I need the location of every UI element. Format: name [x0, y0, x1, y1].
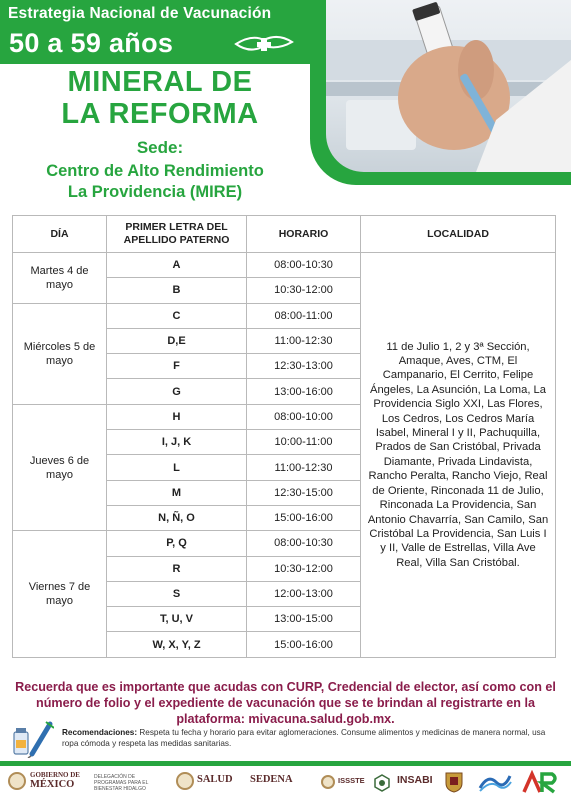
- time-cell: 11:00-12:30: [247, 328, 361, 353]
- imss-logo-icon: [374, 774, 390, 792]
- column-header-locality: LOCALIDAD: [361, 216, 556, 253]
- time-cell: 13:00-16:00: [247, 379, 361, 404]
- time-cell: 10:30-12:00: [247, 278, 361, 303]
- letter-cell: N, Ñ, O: [107, 505, 247, 530]
- gob-line-1: GOBIERNO DE: [30, 771, 80, 779]
- recommendations-box: [8, 718, 563, 758]
- day-cell: Martes 4 de mayo: [13, 253, 107, 304]
- state-wave-logo-icon: [478, 772, 512, 792]
- recommendations-body: Respeta tu fecha y horario para evitar aglomeraciones. Consume alimentos y medicinas de manera normal, usa ropa cómoda y respeta las medidas sanitarias.: [62, 728, 546, 748]
- mineral-reforma-logo-icon: [522, 770, 562, 796]
- time-cell: 08:00-11:00: [247, 303, 361, 328]
- vaccine-photo: [326, 0, 571, 172]
- letter-cell: L: [107, 455, 247, 480]
- letter-cell: B: [107, 278, 247, 303]
- letter-cell: G: [107, 379, 247, 404]
- letter-cell: M: [107, 480, 247, 505]
- time-cell: 15:00-16:00: [247, 505, 361, 530]
- column-header-day: DÍA: [13, 216, 107, 253]
- sede-name-line-1: Centro de Alto Rendimiento: [46, 162, 264, 180]
- header-banner: [0, 0, 335, 64]
- sede-name-line-2: La Providencia (MIRE): [67, 182, 243, 201]
- time-cell: 12:30-13:00: [247, 354, 361, 379]
- recommendations-label: Recomendaciones:: [62, 728, 138, 737]
- schedule-table: [12, 215, 556, 658]
- header-photo: [310, 0, 571, 185]
- letter-cell: I, J, K: [107, 430, 247, 455]
- locality-cell: 11 de Julio 1, 2 y 3ª Sección, Amaque, Aves, CTM, El Campanario, El Cerrito, Felipe Ángeles, La Asunción, La Loma, La Providencia Siglo XXI, Las Flores, Los Cedros, Los Cedros María Isabel, Mineral I y II, Pachuquilla, Prados de San Cristóbal, Privada Diamante, Privada Lindavista, Rancho Peralta, Rancho Viejo, Real de Oriente, Rinconada 11 de Julio, Rinconada La Providencia, San Antonio Chavarría, San Camilo, San Cristóbal La Providencia, San Luis I y II, Valle de Estrellas, Villa Ave Real, Villa San Cristóbal.: [361, 253, 556, 658]
- letter-cell: P, Q: [107, 531, 247, 556]
- age-group-title: 50 a 59 años: [9, 28, 174, 58]
- letter-cell: C: [107, 303, 247, 328]
- column-header-letter-line-1: PRIMER LETRA DEL: [125, 221, 228, 233]
- letter-cell: W, X, Y, Z: [107, 632, 247, 657]
- campaign-title: Estrategia Nacional de Vacunación: [8, 5, 272, 22]
- hidalgo-shield-icon: [444, 771, 464, 793]
- day-cell: Viernes 7 de mayo: [13, 531, 107, 657]
- column-header-schedule: HORARIO: [247, 216, 361, 253]
- sede-name: [0, 161, 310, 202]
- letter-cell: A: [107, 253, 247, 278]
- issste-logo: ISSSTE: [338, 776, 365, 785]
- letter-cell: S: [107, 581, 247, 606]
- salud-seal-icon: [176, 772, 194, 790]
- reminder-text: Recuerda que es importante que acudas con CURP, Credencial de elector, así como con el número de folio y el expediente de vacunación que se te brindan al registrarte en la plataforma: mivacuna.salud.gob.mx.: [15, 680, 556, 726]
- sedena-logo: SEDENA: [250, 774, 293, 785]
- vaccine-vial-icon: [326, 0, 571, 172]
- gob-line-2: MÉXICO: [30, 779, 75, 790]
- issste-seal-icon: [321, 775, 335, 789]
- column-header-letter-line-2: APELLIDO PATERNO: [123, 234, 230, 246]
- letter-cell: R: [107, 556, 247, 581]
- time-cell: 08:00-10:30: [247, 253, 361, 278]
- footer-logos: [0, 766, 571, 800]
- time-cell: 08:00-10:00: [247, 404, 361, 429]
- gob-mexico-logo: [30, 772, 80, 791]
- table-row: [13, 253, 556, 278]
- time-cell: 11:00-12:30: [247, 455, 361, 480]
- recommendations-text: [62, 727, 562, 749]
- table-header-row: [13, 216, 556, 253]
- municipality-line-1: MINERAL DE: [67, 66, 253, 98]
- column-header-letter: [107, 216, 247, 253]
- time-cell: 12:30-15:00: [247, 480, 361, 505]
- insabi-logo: INSABI: [397, 774, 433, 786]
- time-cell: 12:00-13:00: [247, 581, 361, 606]
- letter-cell: T, U, V: [107, 607, 247, 632]
- time-cell: 10:30-12:00: [247, 556, 361, 581]
- municipality-line-2: LA REFORMA: [61, 98, 259, 130]
- salud-logo: SALUD: [197, 774, 233, 785]
- time-cell: 15:00-16:00: [247, 632, 361, 657]
- letter-cell: H: [107, 404, 247, 429]
- gob-mexico-seal-icon: [8, 772, 26, 790]
- vaccination-logo-icon: [234, 30, 294, 56]
- syringe-vial-icon: [10, 718, 54, 758]
- delegacion-logo: DELEGACIÓN DE PROGRAMAS PARA EL BIENESTAR HIDALGO: [94, 774, 149, 792]
- day-cell: Miércoles 5 de mayo: [13, 303, 107, 404]
- time-cell: 10:00-11:00: [247, 430, 361, 455]
- municipality-title: [10, 66, 310, 130]
- time-cell: 13:00-15:00: [247, 607, 361, 632]
- sede-label: Sede:: [136, 138, 184, 157]
- letter-cell: D,E: [107, 328, 247, 353]
- letter-cell: F: [107, 354, 247, 379]
- time-cell: 08:00-10:30: [247, 531, 361, 556]
- day-cell: Jueves 6 de mayo: [13, 404, 107, 530]
